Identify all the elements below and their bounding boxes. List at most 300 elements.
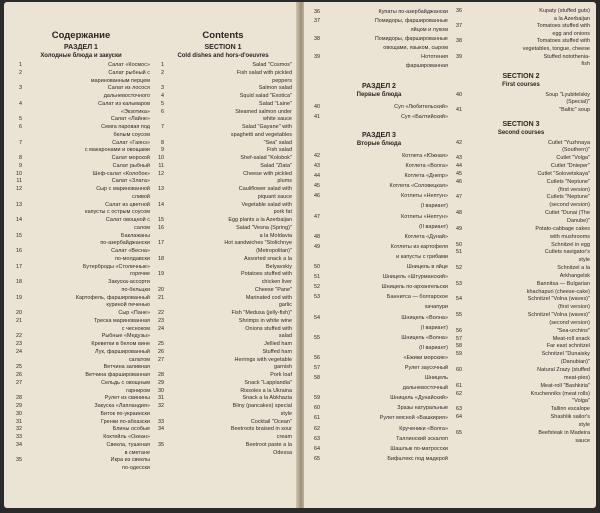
contents-entry xyxy=(452,140,590,148)
contents-entry xyxy=(452,320,590,328)
entry-number xyxy=(12,450,22,458)
entry-title: по-одесски xyxy=(122,465,150,471)
contents-entry xyxy=(154,209,292,217)
entry-number: 5 xyxy=(19,116,22,123)
entry-number: 15 xyxy=(158,217,164,223)
contents-entry xyxy=(154,403,292,411)
entry-number: 4 xyxy=(19,100,22,107)
entry-number: 18 xyxy=(16,279,22,285)
entry-number: 28 xyxy=(16,395,22,402)
entry-title: капусты с острым соусом xyxy=(85,209,150,216)
entry-title: Schnitzel in egg xyxy=(551,241,590,248)
entry-number: 55 xyxy=(314,334,320,341)
entry-number: 57 xyxy=(314,364,320,371)
entry-title: гарниром xyxy=(126,387,150,394)
entry-number xyxy=(154,434,164,442)
contents-entry xyxy=(310,8,448,17)
entry-title: Arkhangelsk xyxy=(559,272,590,279)
entry-number: 17 xyxy=(158,240,164,247)
entry-title: Котлеты «Нептун» xyxy=(401,193,448,200)
contents-entry xyxy=(154,271,292,279)
entry-number xyxy=(154,132,164,140)
entry-number xyxy=(12,388,22,396)
contents-entry xyxy=(452,218,590,226)
entry-title: Steamed salmon under xyxy=(235,108,292,115)
entry-title: Schnitzel a la xyxy=(557,265,590,272)
contents-entry xyxy=(310,151,448,161)
contents-entry xyxy=(154,233,292,241)
contents-entry xyxy=(452,304,590,312)
entry-title: Danube)" xyxy=(567,217,590,224)
contents-entry xyxy=(310,403,448,413)
contents-entry xyxy=(452,54,590,62)
entry-number: 54 xyxy=(314,314,320,321)
entry-number: 23 xyxy=(158,317,164,324)
entry-number xyxy=(452,218,462,226)
contents-entry xyxy=(154,264,292,272)
entry-title: Треска маринованная xyxy=(94,317,150,324)
entry-title: Икра из свеклы xyxy=(110,457,150,464)
entry-title: по-молдавски xyxy=(114,255,150,262)
entry-title: Салат овощной с xyxy=(105,217,150,223)
contents-entry xyxy=(154,85,292,93)
entry-title: Креветки в белом вине xyxy=(91,341,150,347)
entry-title: (second version) xyxy=(549,202,590,209)
entry-title: Шницель «Волна» xyxy=(401,334,448,341)
entry-number xyxy=(452,16,462,24)
entry-number: 15 xyxy=(16,232,22,239)
contents-entry xyxy=(154,364,292,372)
entry-title: яйцом и луком xyxy=(410,27,448,33)
entry-title: Ветчина фаршированная xyxy=(85,372,150,378)
contents-entry xyxy=(12,279,150,287)
entry-number: 12 xyxy=(16,186,22,192)
entry-title: Баклажаны xyxy=(120,232,150,239)
entry-title: Салат «Лайне» xyxy=(110,116,150,123)
entry-title: egg and onions xyxy=(552,30,590,37)
entry-number xyxy=(12,93,22,101)
contents-entry xyxy=(452,92,590,100)
contents-entry xyxy=(154,93,292,101)
entry-number: 44 xyxy=(456,163,462,170)
contents-entry xyxy=(310,353,448,363)
entry-title: Schnitzel "Volna (waves)" xyxy=(527,312,590,319)
entry-number: 52 xyxy=(314,284,320,291)
contents-entry xyxy=(310,424,448,434)
contents-entry xyxy=(154,70,292,78)
entry-title: Суп «Балтийский» xyxy=(400,114,448,120)
contents-entry xyxy=(12,225,150,233)
entry-number xyxy=(310,343,320,353)
entry-title: plums xyxy=(277,178,292,185)
contents-entry xyxy=(452,398,590,406)
entry-title: Salmon salad xyxy=(258,85,292,92)
entry-title: Cutlet "Dnieper" xyxy=(550,163,590,170)
section1-title-ru: Холодные блюда и закуски xyxy=(40,53,122,59)
contents-entry xyxy=(310,393,448,403)
contents-entry xyxy=(452,147,590,155)
contents-entry xyxy=(154,217,292,225)
entry-number xyxy=(452,359,462,367)
contents-entry xyxy=(12,178,150,186)
entry-number: 52 xyxy=(456,265,462,272)
entry-number: 12 xyxy=(158,170,164,177)
entry-title: Cutlet "Solovetskaya" xyxy=(537,170,590,177)
entry-title: Fish "Medusa (jelly-fish)" xyxy=(231,310,292,316)
entry-title: Tomatoes stuffed with xyxy=(536,38,590,45)
entry-number xyxy=(154,209,164,217)
entry-number: 28 xyxy=(158,372,164,378)
entry-number: 64 xyxy=(314,445,320,452)
section3-title-en: Second courses xyxy=(497,129,545,136)
entry-number xyxy=(12,271,22,279)
entry-title: vegetables, tongue, cheese xyxy=(522,45,590,52)
entry-title: Potato-cabbage cakes xyxy=(535,225,590,232)
entry-title: Beefsteak in Madeira xyxy=(538,429,590,436)
entry-title: Нототения xyxy=(421,54,448,60)
entry-number xyxy=(12,240,22,248)
contents-entry xyxy=(12,101,150,109)
contents-entry xyxy=(310,262,448,272)
contents-entry xyxy=(154,411,292,419)
entry-title: Jellied ham xyxy=(264,341,292,347)
contents-entry xyxy=(452,8,590,16)
entry-title: Блины особые xyxy=(112,426,150,433)
contents-entry xyxy=(310,191,448,201)
entry-title: pork fat xyxy=(273,209,292,216)
contents-entry xyxy=(154,248,292,256)
entry-number: 42 xyxy=(456,139,462,146)
entry-number: 30 xyxy=(158,387,164,394)
entry-number: 20 xyxy=(16,310,22,316)
contents-entry xyxy=(452,359,590,367)
contents-entry xyxy=(154,341,292,349)
entry-title: Шницель «Волна» xyxy=(401,314,448,321)
contents-entry xyxy=(12,326,150,334)
entry-number: 27 xyxy=(158,356,164,363)
contents-entry xyxy=(310,363,448,373)
entry-number: 51 xyxy=(314,274,320,281)
entry-title: Schnitzel "Dunaisky xyxy=(541,351,590,358)
entry-number: 31 xyxy=(16,418,22,425)
entry-number xyxy=(154,411,164,419)
entry-number xyxy=(310,383,320,393)
contents-entry xyxy=(452,312,590,320)
entry-number: 11 xyxy=(158,162,164,169)
contents-entry xyxy=(452,430,590,438)
contents-entry xyxy=(12,349,150,357)
contents-entry xyxy=(452,179,590,187)
book-spread xyxy=(4,2,596,510)
entry-title: "Baltic" soup xyxy=(559,106,590,113)
entry-number xyxy=(452,375,462,383)
entry-number xyxy=(310,302,320,312)
entry-title: (Metropolitan)" xyxy=(256,248,292,254)
entry-number: 11 xyxy=(16,178,22,185)
entry-title: Snack "Lapplandia" xyxy=(244,379,292,386)
entry-title: Бутерброды «Столичные» xyxy=(82,263,150,270)
entry-number xyxy=(452,31,462,39)
entry-title: Assorted snack a la xyxy=(244,255,292,262)
entry-title: (II вариант) xyxy=(419,344,448,351)
contents-entry xyxy=(12,302,150,310)
entry-title: Сыр с маринованной xyxy=(96,186,150,192)
entry-title: Салат рыбный с xyxy=(108,69,150,76)
contents-entry xyxy=(12,93,150,101)
entry-number: 21 xyxy=(158,294,164,301)
entry-title: Салат «Весна» xyxy=(111,248,150,254)
contents-entry xyxy=(452,23,590,31)
section2-title-en: First courses xyxy=(502,81,540,88)
entry-number xyxy=(154,279,164,287)
contents-entry xyxy=(154,171,292,179)
entry-title: Шницель xyxy=(424,375,448,382)
entry-title: Kruchenniks (meat rolls) xyxy=(530,390,590,397)
entry-number xyxy=(12,256,22,264)
left-en-column xyxy=(154,2,292,457)
contents-entry xyxy=(154,78,292,86)
entry-number xyxy=(12,302,22,310)
entry-number: 39 xyxy=(456,53,462,60)
entry-title: (Special)" xyxy=(566,99,590,106)
entry-number: 50 xyxy=(314,264,320,271)
contents-entry xyxy=(310,171,448,181)
entry-number: 26 xyxy=(158,348,164,355)
contents-entry xyxy=(154,109,292,117)
entry-title: и капусты с грибами xyxy=(396,253,448,260)
entry-number xyxy=(452,61,462,69)
entry-title: Herrings with vegetable xyxy=(234,356,292,363)
entry-title: Рулет мясной «Башкирия» xyxy=(379,415,448,422)
entry-title: Котлета «Южная» xyxy=(402,153,448,159)
contents-entry xyxy=(154,434,292,442)
entry-number xyxy=(452,422,462,430)
contents-entry xyxy=(154,163,292,171)
entry-title: Коктейль «Океан» xyxy=(103,434,150,440)
contents-entry xyxy=(452,265,590,273)
contents-entry xyxy=(452,351,590,359)
entry-number: 6 xyxy=(161,108,164,115)
entry-number xyxy=(154,364,164,372)
entry-number: 29 xyxy=(16,403,22,409)
contents-entry xyxy=(12,465,150,473)
entry-number: 49 xyxy=(456,225,462,232)
entry-number xyxy=(12,78,22,86)
contents-heading-ru: Содержание xyxy=(51,30,111,41)
contents-entry xyxy=(154,372,292,380)
entry-number: 17 xyxy=(16,263,22,270)
entry-title: белым соусом xyxy=(113,131,150,138)
entry-title: Зразы натуральные xyxy=(397,405,448,412)
contents-entry xyxy=(310,53,448,62)
right-page xyxy=(304,2,596,508)
contents-entry xyxy=(154,240,292,248)
entry-number: 6 xyxy=(19,124,22,130)
entry-number: 1 xyxy=(161,62,164,68)
entry-title: Onions stuffed with xyxy=(245,325,292,332)
entry-title: Котлета «Днепр» xyxy=(404,173,448,180)
entry-number: 41 xyxy=(314,114,320,120)
entry-title: Рыбные «Медузы» xyxy=(101,333,150,340)
entry-title: spaghetti and vegetables xyxy=(230,131,292,138)
entry-title: Salad "Zlata" xyxy=(260,162,292,169)
contents-entry xyxy=(12,248,150,256)
entry-number xyxy=(310,44,320,53)
contents-entry xyxy=(12,271,150,279)
entry-number xyxy=(452,289,462,297)
contents-entry xyxy=(12,240,150,248)
entry-number: 1 xyxy=(19,62,22,68)
entry-number xyxy=(310,201,320,211)
entry-title: (Danubian)" xyxy=(560,359,590,366)
entry-number: 35 xyxy=(16,457,22,464)
entry-title: салатом xyxy=(128,356,150,363)
entry-title: Рулет из свинины xyxy=(104,395,150,402)
contents-entry xyxy=(310,454,448,464)
contents-entry xyxy=(310,242,448,252)
entry-title: Сыр «Пане» xyxy=(118,310,150,316)
contents-entry xyxy=(310,161,448,171)
entry-number: 59 xyxy=(456,351,462,358)
contents-entry xyxy=(12,287,150,295)
entry-number: 4 xyxy=(161,93,164,99)
contents-entry xyxy=(452,273,590,281)
entry-number xyxy=(154,302,164,310)
entry-number xyxy=(452,398,462,406)
entry-title: Гренки по-абхазски xyxy=(100,418,150,425)
entry-title: Котлета «Дунай» xyxy=(404,233,448,240)
contents-entry xyxy=(452,438,590,446)
entry-number: 2 xyxy=(19,69,22,76)
contents-entry xyxy=(154,388,292,396)
entry-title: (first version) xyxy=(558,186,590,193)
contents-entry xyxy=(12,233,150,241)
entry-number xyxy=(452,147,462,155)
entry-number: 30 xyxy=(16,410,22,417)
entry-title: Tomatoes stuffed with xyxy=(536,23,590,30)
entry-title: khachapuri (cheese-cake) xyxy=(526,288,590,295)
contents-entry xyxy=(12,217,150,225)
entry-number xyxy=(452,438,462,446)
entry-number: 9 xyxy=(19,162,22,169)
entry-number: 8 xyxy=(161,139,164,146)
entry-number xyxy=(154,450,164,458)
entry-number: 19 xyxy=(158,271,164,278)
contents-entry xyxy=(452,163,590,171)
entry-number: 57 xyxy=(456,335,462,342)
entry-number: 51 xyxy=(456,249,462,256)
entry-title: (II вариант) xyxy=(419,223,448,230)
entry-title: куриной печенью xyxy=(106,302,150,309)
entry-title: Cheese with pickled xyxy=(243,170,292,177)
entry-number: 29 xyxy=(158,379,164,386)
contents-entry xyxy=(310,333,448,343)
entry-number: 36 xyxy=(314,9,320,15)
entry-number xyxy=(452,46,462,54)
entry-number: 43 xyxy=(456,155,462,162)
entry-number xyxy=(310,26,320,35)
entry-title: Шеф-салат «Колобок» xyxy=(92,170,150,177)
entry-title: Шашлык по-матросски xyxy=(390,445,448,452)
entry-title: Cheese "Pane" xyxy=(254,286,292,293)
left-page xyxy=(4,2,298,508)
contents-entry xyxy=(452,249,590,257)
entry-number: 54 xyxy=(456,296,462,303)
section1-label-ru: РАЗДЕЛ 1 xyxy=(64,44,98,51)
entry-title: Natural Zrazy (stuffed xyxy=(537,367,590,373)
contents-entry xyxy=(310,35,448,44)
entry-title: Котлеты из картофеля xyxy=(390,243,448,250)
entry-title: Cutlets "Neptune" xyxy=(546,194,590,201)
contents-entry xyxy=(12,380,150,388)
entry-title: Салат рыбный xyxy=(112,162,150,169)
section1-label-en: SECTION 1 xyxy=(204,44,242,51)
section2-label-en: SECTION 2 xyxy=(502,72,540,80)
entry-number: 39 xyxy=(314,54,320,60)
contents-entry xyxy=(154,101,292,109)
entry-title: with mushrooms xyxy=(550,233,590,240)
entry-title: Помидоры, фаршированные xyxy=(374,18,448,24)
contents-entry xyxy=(310,181,448,191)
entry-title: Salad "Laine" xyxy=(259,100,292,107)
section2-title-ru: Первые блюда xyxy=(356,92,402,98)
contents-entry xyxy=(452,171,590,179)
contents-entry xyxy=(12,403,150,411)
entry-title: Семга паровая под xyxy=(101,124,150,130)
entry-number: 60 xyxy=(456,367,462,373)
entry-title: с макаронами и овощами xyxy=(84,147,150,154)
contents-entry xyxy=(154,450,292,458)
entry-number: 35 xyxy=(158,441,164,448)
entry-number: 56 xyxy=(314,354,320,361)
entry-title: Шницель «Дунайский» xyxy=(390,395,448,402)
entry-number xyxy=(12,109,22,117)
entry-number xyxy=(154,178,164,186)
contents-entry xyxy=(154,318,292,326)
contents-entry xyxy=(12,132,150,140)
contents-entry xyxy=(12,202,150,210)
entry-number xyxy=(12,357,22,365)
entry-number xyxy=(12,209,22,217)
entry-title: Котлета «Соловецкая» xyxy=(389,183,448,190)
entry-title: Баннитса — болгарское xyxy=(386,294,448,301)
entry-title: с чесноком xyxy=(121,325,150,332)
entry-title: Egg plants a la Azerbaijan xyxy=(228,217,292,223)
entry-title: дальневосточный xyxy=(402,385,448,392)
entry-number: 14 xyxy=(16,217,22,223)
entry-number: 56 xyxy=(456,327,462,334)
contents-entry xyxy=(12,163,150,171)
entry-number: 9 xyxy=(161,147,164,154)
entry-title: style xyxy=(578,421,590,428)
entry-title: Свекла, тушеная xyxy=(106,441,150,448)
entry-title: Beetroot paste a la xyxy=(245,441,292,448)
right-ru-s2-lines xyxy=(310,102,448,122)
entry-title: Крученики «Волга» xyxy=(399,425,448,432)
entry-number: 47 xyxy=(314,213,320,220)
contents-entry xyxy=(12,209,150,217)
contents-entry xyxy=(12,147,150,155)
contents-entry xyxy=(310,102,448,112)
entry-title: sauce xyxy=(575,437,590,444)
entry-number xyxy=(154,333,164,341)
contents-entry xyxy=(154,295,292,303)
entry-number: 5 xyxy=(161,100,164,107)
contents-entry xyxy=(452,99,590,107)
entry-title: Stuffed notothenia- xyxy=(543,53,590,60)
entry-number: 40 xyxy=(456,91,462,98)
entry-title: Cutlet "Yuzhnaya xyxy=(548,139,590,146)
